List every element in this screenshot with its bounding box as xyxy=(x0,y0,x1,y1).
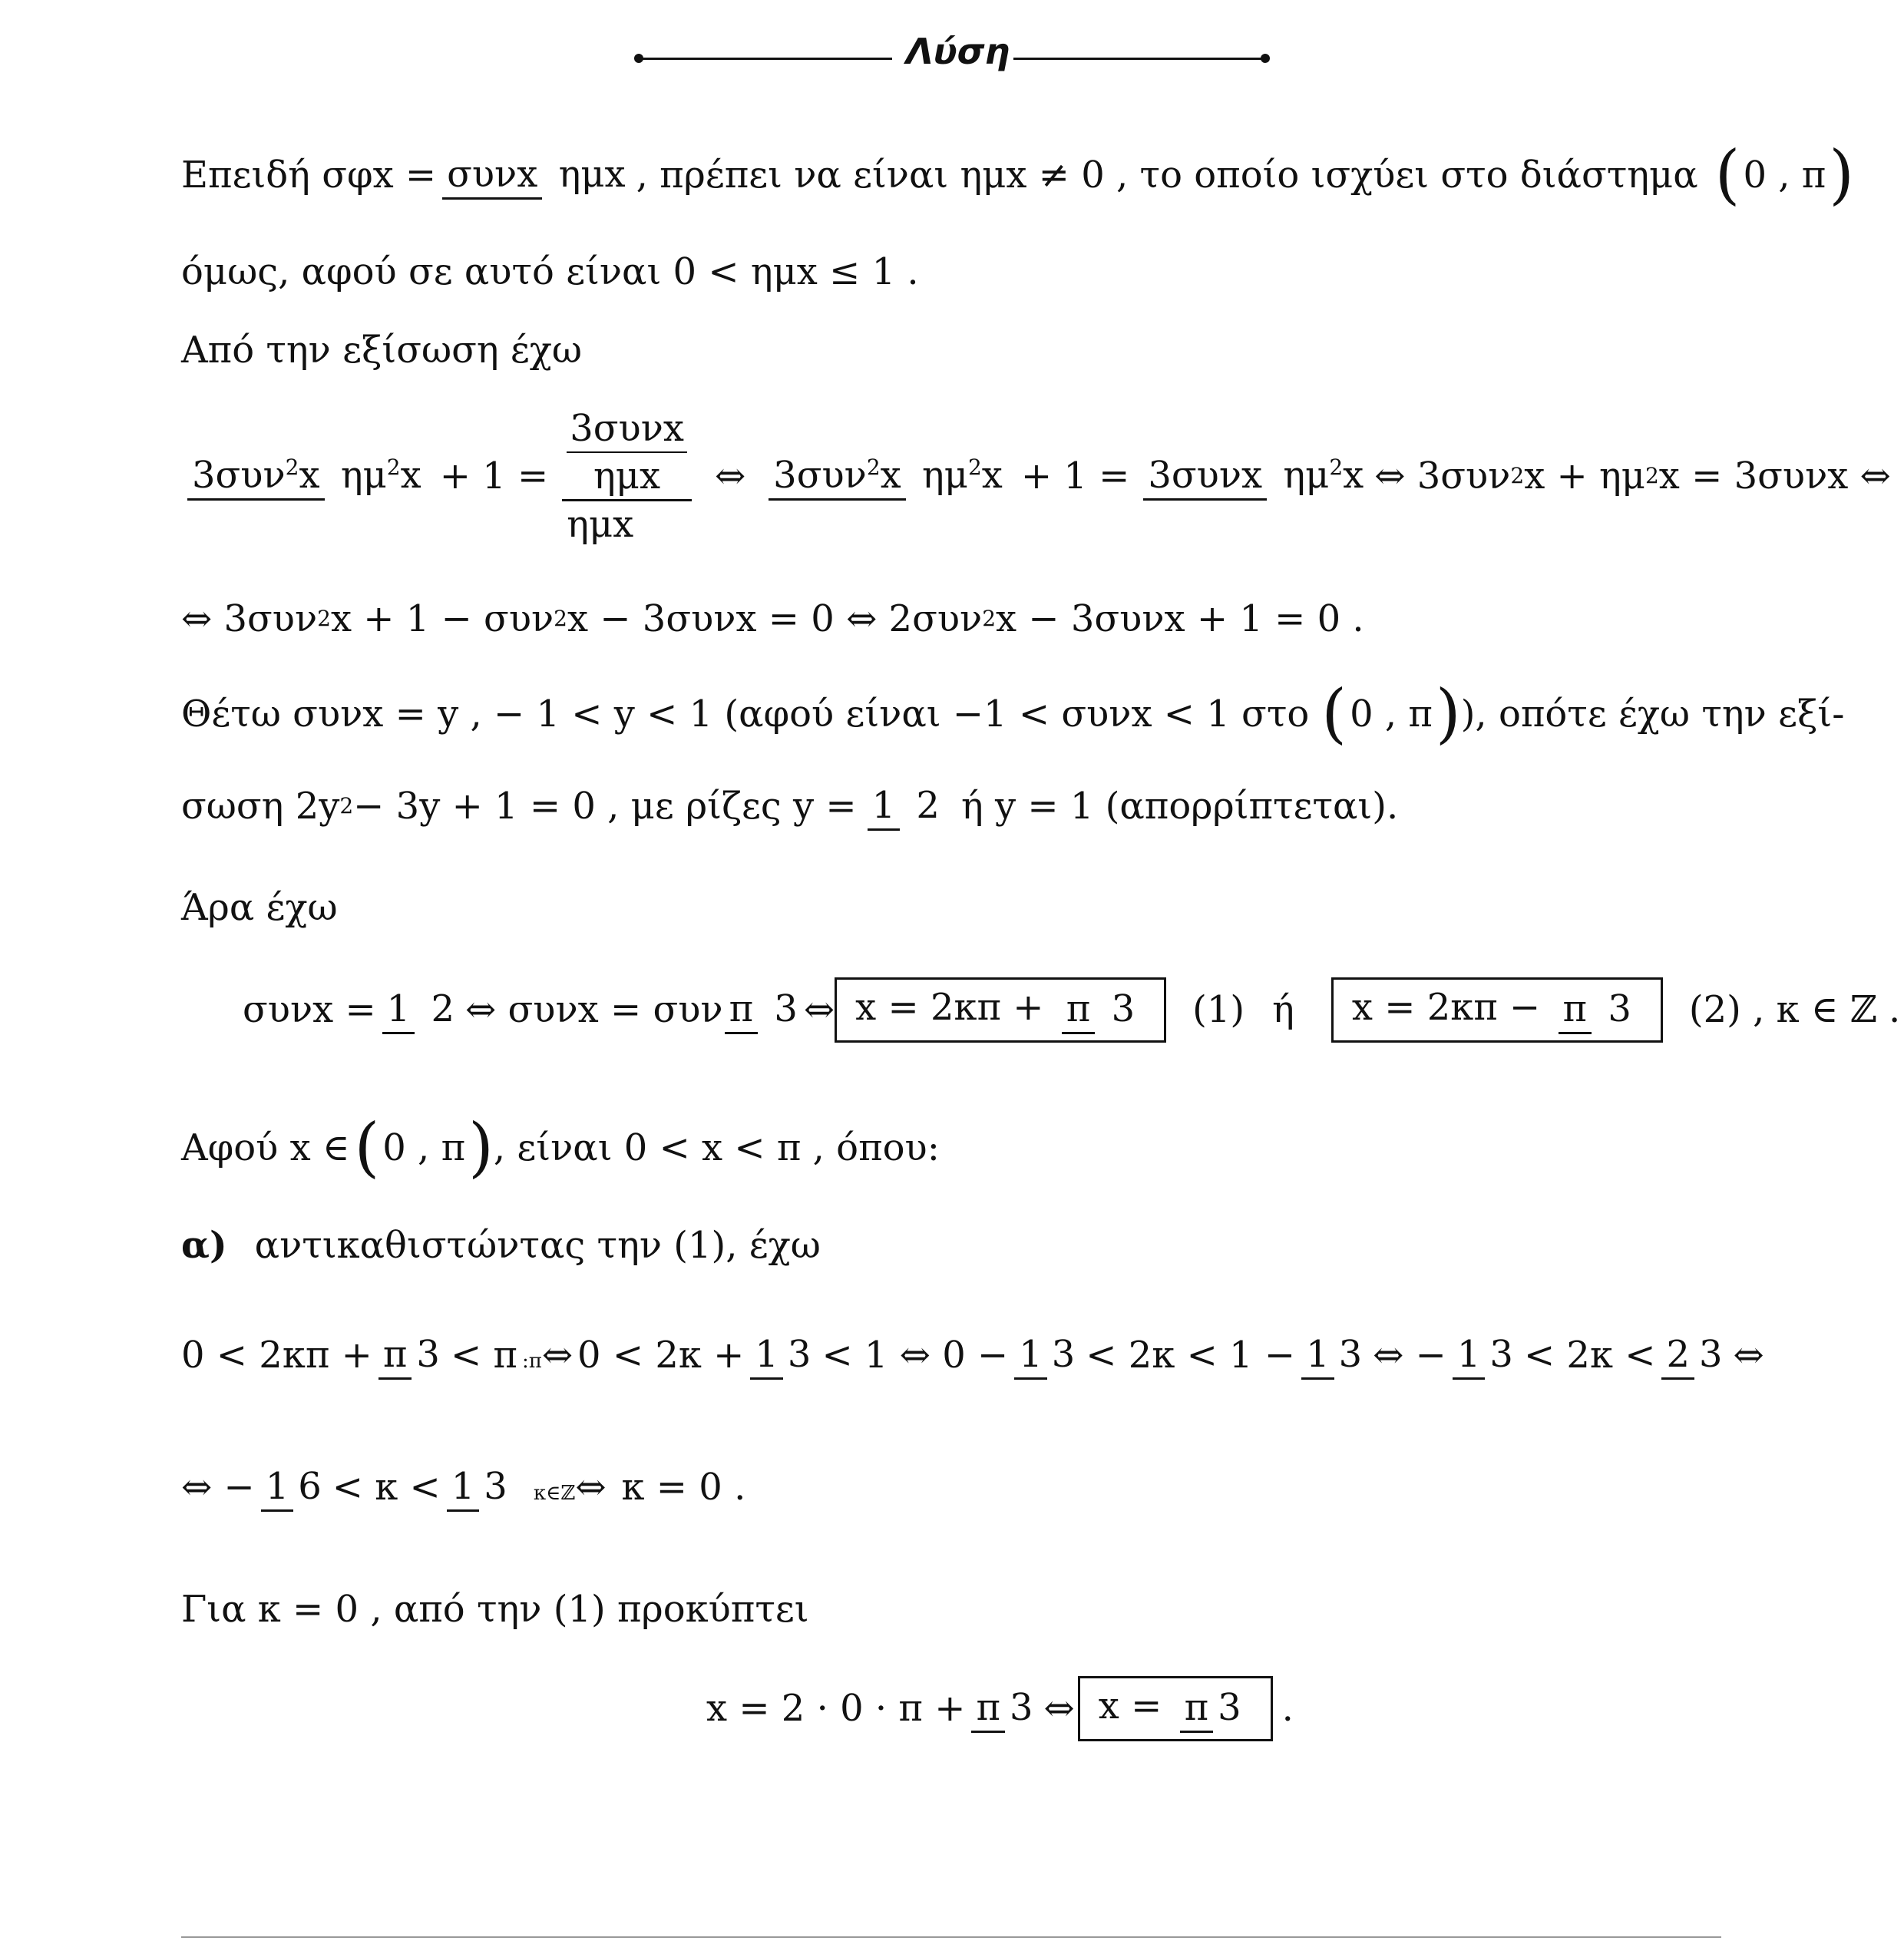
text: ⇔ xyxy=(1043,1687,1075,1730)
text: ή xyxy=(1272,988,1294,1031)
superscript: 2 xyxy=(317,606,331,631)
text: x xyxy=(1343,453,1364,497)
fraction-den: 3 xyxy=(1051,1332,1076,1376)
text: 0 < 2κ + xyxy=(577,1334,745,1377)
superscript: 2 xyxy=(1329,454,1344,480)
text: x xyxy=(880,453,901,497)
text: x − 3συνx + 1 = 0 . xyxy=(996,597,1364,640)
solution-box-1 xyxy=(835,977,1166,1043)
fraction xyxy=(868,782,944,831)
paren-right: ) xyxy=(1435,676,1461,752)
superscript: 2 xyxy=(386,454,401,480)
text: < π xyxy=(450,1334,517,1377)
fraction-den: 3 xyxy=(1338,1332,1363,1376)
fraction xyxy=(1559,986,1636,1034)
equation-5 xyxy=(181,1430,745,1545)
fraction-den: ημx xyxy=(558,152,626,196)
text: συνx = xyxy=(243,988,376,1031)
superscript: 2 xyxy=(982,606,997,631)
text: , είναι 0 < x < π , όπου: xyxy=(493,1126,940,1169)
fraction-num: 1 xyxy=(1301,1336,1334,1380)
fraction-den: 3 xyxy=(1218,1685,1241,1729)
fraction-den: 3 xyxy=(484,1464,507,1508)
text: σωση 2y xyxy=(181,785,340,828)
text: x = 2κπ + xyxy=(855,985,1044,1029)
text: ⇔ 3συν xyxy=(181,597,318,640)
fraction-num: π xyxy=(971,1689,1005,1733)
fraction-den xyxy=(1278,452,1368,497)
paren-left: ( xyxy=(1321,676,1347,752)
p2-text: όμως, αφού σε αυτό είναι 0 < ημx ≤ 1 . xyxy=(181,250,919,293)
fraction xyxy=(769,452,1007,501)
text: < 2κ < xyxy=(1523,1334,1656,1377)
fraction-den: ημx xyxy=(567,502,634,546)
text: x xyxy=(981,453,1003,497)
paren-right: ) xyxy=(1829,137,1855,213)
fraction xyxy=(447,1463,512,1512)
superscript: 2 xyxy=(866,454,881,480)
fraction-den: 3 xyxy=(1111,987,1135,1030)
fraction xyxy=(187,452,426,501)
text: ημ xyxy=(340,453,387,497)
fraction xyxy=(382,986,459,1034)
text: ⇔ xyxy=(1733,1334,1764,1377)
paragraph-1 xyxy=(181,129,1854,221)
fraction xyxy=(261,1463,326,1512)
fraction-num xyxy=(187,453,325,501)
paragraph-8 xyxy=(181,1224,821,1267)
equation-label: (1) xyxy=(1192,988,1245,1031)
text: αντικαθιστώντας την (1), έχω xyxy=(254,1224,821,1267)
text: κ = 0 . xyxy=(621,1466,746,1509)
fraction-num: 1 xyxy=(447,1468,480,1512)
fraction xyxy=(378,1331,445,1380)
annotated-iff xyxy=(521,1333,574,1377)
annotation: :π xyxy=(521,1349,542,1373)
fraction-den: 3 xyxy=(787,1332,812,1376)
text: ⇔ xyxy=(575,1465,607,1509)
interval: 0 , π xyxy=(1350,693,1433,736)
fraction-den: 3 xyxy=(416,1332,440,1376)
text: < 2κ < 1 − xyxy=(1086,1334,1296,1377)
footer-rule xyxy=(181,1936,1721,1938)
text: ή y = 1 (απορρίπτεται). xyxy=(960,785,1399,828)
equation-label: (2) , κ ∈ ℤ . xyxy=(1688,988,1901,1031)
text: ⇔ − xyxy=(1373,1334,1446,1377)
text: − 3y + 1 = 0 , με ρίζες y = xyxy=(353,785,857,828)
fraction-num: π xyxy=(1062,990,1096,1034)
fraction-den: 3 xyxy=(1608,987,1631,1030)
superscript: 2 xyxy=(967,454,982,480)
fraction xyxy=(1301,1331,1367,1380)
fraction-den: 3 xyxy=(1010,1685,1033,1729)
text: x − 3συνx = 0 ⇔ 2συν xyxy=(567,597,983,640)
text: + 1 = xyxy=(1020,455,1130,498)
equation-6 xyxy=(706,1651,1294,1766)
fraction-num: 1 xyxy=(382,990,415,1034)
fraction-num: 1 xyxy=(1014,1336,1047,1380)
fraction xyxy=(1453,1331,1518,1380)
fraction xyxy=(1014,1331,1079,1380)
fraction-den: 3 xyxy=(1489,1332,1513,1376)
header-title: Λύση xyxy=(906,31,1010,72)
text: x + 1 − συν xyxy=(330,597,554,640)
superscript: 2 xyxy=(554,606,567,631)
text: x = 2 · 0 · π + xyxy=(706,1687,966,1730)
p9-text: Για κ = 0 , από την (1) προκύπτει xyxy=(181,1588,809,1631)
header-right-rule xyxy=(1013,58,1265,60)
fraction xyxy=(750,1331,815,1380)
header-left-rule xyxy=(639,58,892,60)
text: 3συν xyxy=(773,453,867,497)
equation-4 xyxy=(181,1298,1764,1413)
final-answer-box xyxy=(1078,1676,1273,1741)
text: ⇔ 3συν xyxy=(1374,455,1511,498)
text: . xyxy=(1281,1687,1294,1730)
superscript: 2 xyxy=(339,793,354,818)
superscript: 2 xyxy=(285,454,299,480)
fraction-num: π xyxy=(378,1336,412,1380)
annotated-iff xyxy=(533,1465,607,1509)
fraction-num: 1 xyxy=(261,1468,294,1512)
p1-mid: , πρέπει να είναι ημx ≠ 0 , το οποίο ισχύει στο διάστημα xyxy=(636,154,1698,197)
paragraph-5 xyxy=(181,756,1398,856)
fraction-den xyxy=(917,452,1007,497)
fraction xyxy=(725,986,802,1034)
text: ημx xyxy=(593,454,661,498)
text: x xyxy=(299,453,320,497)
text: ⇔ συνx = συν xyxy=(465,988,723,1031)
paragraph-7 xyxy=(181,1109,940,1186)
text: ⇔ xyxy=(803,988,835,1031)
text: 0 < 2κπ + xyxy=(181,1334,372,1377)
text: + 1 = xyxy=(439,455,549,498)
fraction xyxy=(1180,1685,1246,1733)
fraction-den: 2 xyxy=(916,783,940,827)
text: < κ < xyxy=(332,1466,441,1509)
text: x = 2κπ − xyxy=(1351,985,1541,1029)
fraction-num: συνx xyxy=(442,156,542,200)
fraction-cot xyxy=(442,151,630,200)
fraction-num: 1 xyxy=(750,1336,783,1380)
fraction-num: 2 xyxy=(1661,1336,1694,1380)
annotation: κ∈ℤ xyxy=(533,1481,576,1505)
item-label: α) xyxy=(181,1224,227,1267)
equation-1 xyxy=(181,399,1891,553)
text: < 1 ⇔ 0 − xyxy=(821,1334,1009,1377)
header xyxy=(0,31,1904,84)
p6-text: Άρα έχω xyxy=(181,886,338,929)
text: ⇔ xyxy=(714,455,746,498)
paren-left: ( xyxy=(1714,137,1740,213)
text: x xyxy=(400,453,421,497)
p3-text: Από την εξίσωση έχω xyxy=(181,329,583,372)
fraction-num: 1 xyxy=(1453,1336,1486,1380)
text: 3συν xyxy=(192,453,286,497)
compound-fraction xyxy=(562,406,692,546)
paren-right: ) xyxy=(468,1109,494,1185)
fraction-den: 3 xyxy=(774,987,798,1030)
text: x = 3συνx ⇔ xyxy=(1658,455,1891,498)
fraction xyxy=(971,1685,1037,1733)
text: x = xyxy=(1098,1684,1162,1728)
interval: 0 , π xyxy=(1743,154,1826,197)
fraction xyxy=(1143,452,1368,501)
fraction-num: π xyxy=(1180,1689,1214,1733)
fraction-num: π xyxy=(725,990,759,1034)
equation-2 xyxy=(181,597,1364,640)
paren-left: ( xyxy=(354,1109,380,1185)
fraction xyxy=(1062,986,1139,1034)
p1-pre: Επειδή σφx = xyxy=(181,154,437,197)
paragraph-4 xyxy=(181,676,1844,752)
fraction-num: 1 xyxy=(868,787,901,831)
paragraph-2 xyxy=(181,250,919,293)
fraction-num xyxy=(769,453,906,501)
fraction-den: 3 xyxy=(1699,1332,1723,1376)
text: x + ημ xyxy=(1524,455,1645,498)
text: ημ xyxy=(922,453,968,497)
fraction-den xyxy=(336,452,426,497)
equation-3 xyxy=(243,952,1900,1067)
fraction-num: 3συνx xyxy=(1143,457,1267,501)
solution-box-2 xyxy=(1331,977,1663,1043)
paragraph-3 xyxy=(181,329,583,372)
text: ⇔ − xyxy=(181,1466,255,1509)
fraction-num: π xyxy=(1559,990,1592,1034)
fraction-den: 6 xyxy=(298,1464,322,1508)
text: 3συνx xyxy=(567,410,687,453)
header-right-dot xyxy=(1261,54,1270,63)
fraction xyxy=(1661,1331,1727,1380)
text: Θέτω συνx = y , − 1 < y < 1 (αφού είναι −1 < συνx < 1 στο xyxy=(181,693,1310,736)
paragraph-9 xyxy=(181,1588,809,1631)
interval: 0 , π xyxy=(382,1126,466,1169)
superscript: 2 xyxy=(1645,463,1659,488)
text: ⇔ xyxy=(541,1333,574,1377)
text: ), οπότε έχω την εξί- xyxy=(1460,693,1845,736)
superscript: 2 xyxy=(1510,463,1525,488)
text: ημ xyxy=(1283,453,1330,497)
fraction-num xyxy=(562,406,692,501)
paragraph-6 xyxy=(181,886,338,929)
fraction-den: 2 xyxy=(431,987,455,1030)
text: Αφού x ∈ xyxy=(181,1126,350,1169)
